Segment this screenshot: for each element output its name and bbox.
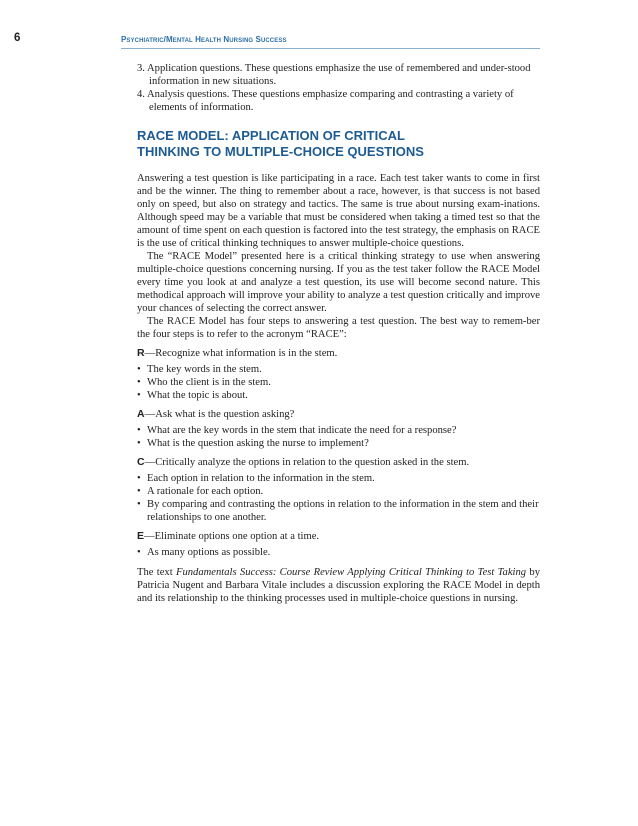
step-bullets [137,424,540,450]
list-item: 3. Application questions. These questions emphasize the use of remembered and under-stood information in new situations. [137,63,531,87]
bullet-item: • A rationale for each option. [137,485,540,498]
closing-paragraph [137,566,540,605]
paragraph: Answering a test question is like participating in a race. Each test taker wants to come in first and be the winner. The thing to remember about a race, however, is that success is not based only on speed, but also on strategy and tactics. The same is true about nursing exam-inations. Although speed may be a variable that must be considered when taking a timed test so that the amount of time spent on each question is factored into the test strategy, the emphasis on RACE is the use of critical thinking techniques to answer multiple-choice questions. [137,173,540,249]
header-rule [121,48,540,49]
step-heading [137,347,540,360]
race-step-c [137,456,540,524]
step-bullets [137,546,540,559]
step-bullets [137,472,540,524]
bullet-item: • What the topic is about. [137,389,540,402]
book-title: Fundamentals Success: Course Review Applying Critical Thinking to Test Taking [175,567,527,578]
race-step-r [137,347,540,402]
step-bullets [137,363,540,402]
bullet-item: • Who the client is in the stem. [137,376,540,389]
step-letter: A [137,408,145,420]
race-step-a [137,408,540,450]
page-number: 6 [14,32,21,44]
step-letter: C [137,456,145,468]
step-text: —Eliminate options one option at a time. [144,531,320,542]
running-head: Psychiatric/Mental Health Nursing Success [121,35,287,44]
list-item: 4. Analysis questions. These questions emphasize comparing and contrasting a variety of elements of information. [137,89,514,113]
section-heading-line: THINKING TO MULTIPLE-CHOICE QUESTIONS [137,144,424,159]
step-letter: R [137,347,145,359]
paragraph: The RACE Model has four steps to answering a test question. The best way to remem-ber the four steps is to refer to the acronym “RACE”: [137,316,540,340]
step-letter: E [137,530,145,542]
step-text: —Ask what is the question asking? [144,409,295,420]
section-heading [137,128,540,160]
step-heading [137,456,540,469]
step-heading [137,530,540,543]
step-heading [137,408,540,421]
closing-text: by Patricia Nugent and Barbara Vitale includes a discussion exploring the RACE Model in depth and its relationship to the thinking processes used in multiple-choice questions in nursing. [137,567,541,604]
bullet-item: • By comparing and contrasting the options in relation to the information in the stem and their relationships to one another. [137,498,540,524]
bullet-item: • As many options as possible. [137,546,540,559]
step-text: —Critically analyze the options in relation to the question asked in the stem. [144,457,470,468]
paragraph: The “RACE Model” presented here is a critical thinking strategy to use when answering multiple-choice questions concerning nursing. If you as the test taker follow the RACE Model every time you look at and analyze a test question, its use will become second nature. This methodical approach will improve your ability to analyze a test question critically and improve your chances of selecting the correct answer. [137,251,540,314]
bullet-item: • The key words in the stem. [137,363,540,376]
race-step-e [137,530,540,559]
page-body [137,62,540,605]
step-text: —Recognize what information is in the stem. [144,348,338,359]
bullet-item: • Each option in relation to the information in the stem. [137,472,540,485]
question-type-list [137,62,540,114]
bullet-item: • What are the key words in the stem that indicate the need for a response? [137,424,540,437]
bullet-item: • What is the question asking the nurse to implement? [137,437,540,450]
section-heading-line: RACE MODEL: APPLICATION OF CRITICAL [137,128,405,143]
closing-text: The text [137,567,176,578]
